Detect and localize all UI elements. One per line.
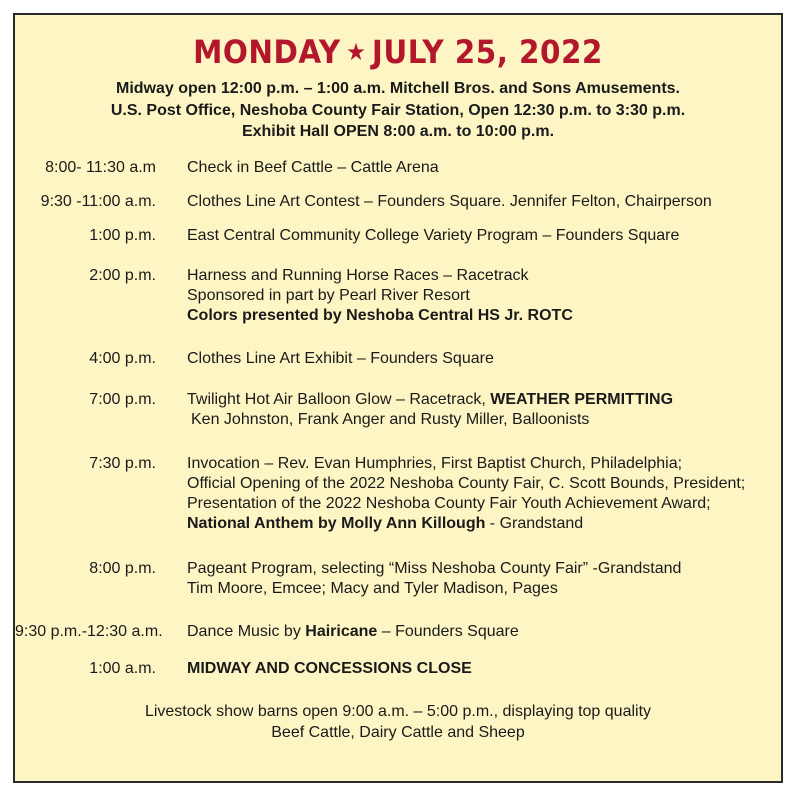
event-time: 1:00 p.m. [89,227,156,244]
event-line: Pageant Program, selecting “Miss Neshoba County Fair” -Grandstand [187,560,682,577]
title-date: JULY 25, 2022 [371,33,603,71]
event-line [187,390,771,410]
event-line: Sponsored in part by Pearl River Resort [187,287,470,304]
event-line: MIDWAY AND CONCESSIONS CLOSE [187,660,472,677]
event-line: Clothes Line Art Exhibit – Founders Square [187,350,494,367]
event-line: Check in Beef Cattle – Cattle Arena [187,159,439,176]
event-description [187,226,771,246]
event-line: Ken Johnston, Frank Anger and Rusty Miller, Balloonists [191,411,590,428]
event-time: 9:30 p.m.-12:30 a.m. [15,623,163,640]
event-time: 8:00- 11:30 a.m [45,159,156,176]
event-description [187,266,771,326]
event-time: 7:30 p.m. [89,455,156,472]
livestock-note: Livestock show barns open 9:00 a.m. – 5:00 p.m., displaying top quality [144,703,652,720]
band-name: Hairicane [305,623,378,640]
event-time: 9:30 -11:00 a.m. [40,193,156,210]
event-description [187,349,771,369]
event-text: Twilight Hot Air Balloon Glow – Racetrack, [187,391,491,408]
event-description [187,192,771,212]
event-line: East Central Community College Variety Program – Founders Square [187,227,680,244]
schedule-panel [13,13,783,783]
event-description [187,454,771,534]
event-description [187,622,771,642]
event-description [187,158,771,178]
event-line: Invocation – Rev. Evan Humphries, First Baptist Church, Philadelphia; [187,455,683,472]
event-line [187,514,771,534]
title-day: MONDAY [193,33,341,71]
event-line: Presentation of the 2022 Neshoba County Fair Youth Achievement Award; [187,495,711,512]
event-line: Colors presented by Neshoba Central HS Jr. ROTC [187,307,573,324]
event-time: 2:00 p.m. [89,267,156,284]
page-title [46,33,751,71]
livestock-note-animals: Beef Cattle, Dairy Cattle and Sheep [271,724,525,741]
event-line: Official Opening of the 2022 Neshoba County Fair, C. Scott Bounds, President; [187,475,746,492]
weather-note: WEATHER PERMITTING [490,391,674,408]
anthem-note: National Anthem by Molly Ann Killough [187,515,486,532]
event-time: 8:00 p.m. [89,560,156,577]
event-time: 7:00 p.m. [89,391,156,408]
event-description [187,659,771,679]
event-line: Clothes Line Art Contest – Founders Square. Jennifer Felton, Chairperson [187,193,712,210]
event-description [187,559,771,599]
event-text: – Founders Square [377,623,519,640]
event-description [187,390,771,430]
event-time: 4:00 p.m. [89,350,156,367]
midway-hours: Midway open 12:00 p.m. – 1:00 a.m. Mitchell Bros. and Sons Amusements. [115,80,680,97]
post-office-hours: U.S. Post Office, Neshoba County Fair Station, Open 12:30 p.m. to 3:30 p.m. [110,102,686,119]
event-line: Tim Moore, Emcee; Macy and Tyler Madison, Pages [187,580,558,597]
star-icon: ★ [346,38,367,66]
event-text: - Grandstand [485,515,584,532]
event-text: Dance Music by [187,623,306,640]
exhibit-hall-hours: Exhibit Hall OPEN 8:00 a.m. to 10:00 p.m. [241,123,555,140]
event-line: Harness and Running Horse Races – Racetrack [187,267,529,284]
event-time: 1:00 a.m. [89,660,156,677]
event-line [187,622,771,642]
